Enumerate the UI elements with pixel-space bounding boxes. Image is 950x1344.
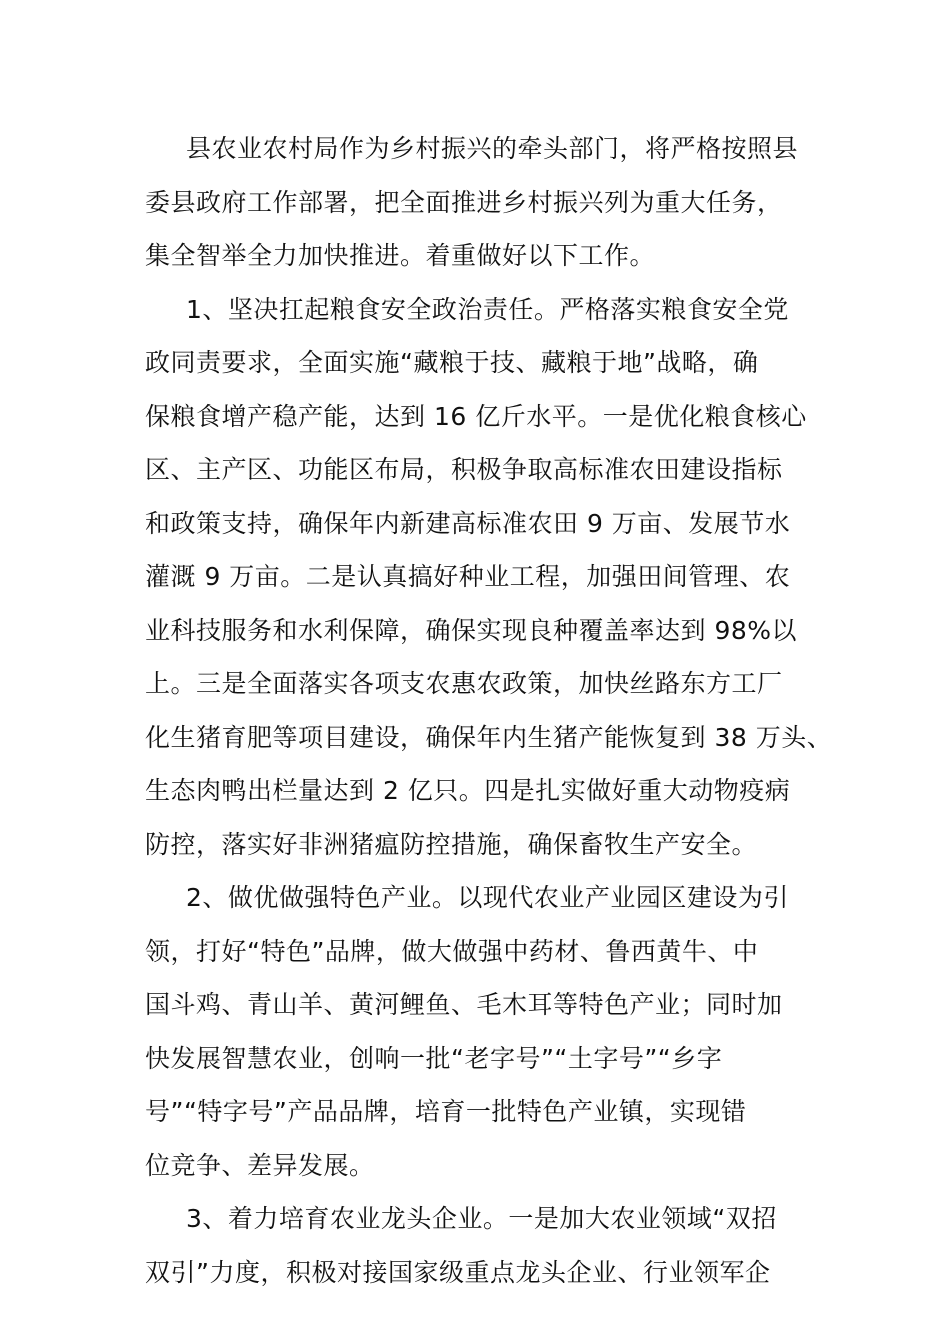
paragraph-line: 双引”力度，积极对接国家级重点龙头企业、行业领军企: [145, 1257, 771, 1287]
paragraph-item-2: [145, 871, 825, 1192]
paragraph-line: 快发展智慧农业，创响一批“老字号”“土字号”“乡字: [145, 1043, 723, 1073]
paragraph-intro: [145, 122, 825, 283]
paragraph-line: 县农业农村局作为乡村振兴的牵头部门，将严格按照县: [186, 134, 799, 163]
paragraph-line: 集全智举全力加快推进。着重做好以下工作。: [145, 241, 656, 270]
paragraph-line: 和政策支持，确保年内新建高标准农田 9 万亩、发展节水: [145, 508, 791, 538]
paragraph-line: 业科技服务和水利保障，确保实现良种覆盖率达到 98%以: [145, 615, 798, 645]
paragraph-line: 灌溉 9 万亩。二是认真搞好种业工程，加强田间管理、农: [145, 562, 791, 591]
paragraph-item-1: [145, 283, 833, 872]
document-body: [145, 122, 833, 1299]
paragraph-line: 防控，落实好非洲猪瘟防控措施，确保畜牧生产安全。: [145, 829, 758, 859]
paragraph-line: 位竞争、差异发展。: [145, 1150, 375, 1180]
paragraph-line: 号”“特字号”产品品牌，培育一批特色产业镇，实现错: [145, 1097, 747, 1126]
paragraph-line: 上。三是全面落实各项支农惠农政策，加快丝路东方工厂: [145, 669, 783, 698]
paragraph-line: 3、着力培育农业龙头企业。一是加大农业领域“双招: [186, 1204, 777, 1233]
paragraph-line: 政同责要求，全面实施“藏粮于技、藏粮于地”战略，确: [145, 348, 759, 377]
paragraph-line: 2、做优做强特色产业。以现代农业产业园区建设为引: [186, 883, 789, 912]
paragraph-line: 国斗鸡、青山羊、黄河鲤鱼、毛木耳等特色产业；同时加: [145, 990, 783, 1019]
paragraph-line: 领，打好“特色”品牌，做大做强中药材、鲁西黄牛、中: [145, 936, 759, 966]
paragraph-line: 化生猪育肥等项目建设，确保年内生猪产能恢复到 38 万头、: [145, 722, 833, 752]
paragraph-line: 委县政府工作部署，把全面推进乡村振兴列为重大任务，: [145, 187, 783, 217]
paragraph-line: 生态肉鸭出栏量达到 2 亿只。四是扎实做好重大动物疫病: [145, 776, 791, 805]
paragraph-line: 1、坚决扛起粮食安全政治责任。严格落实粮食安全党: [186, 294, 789, 324]
paragraph-line: 保粮食增产稳产能，达到 16 亿斤水平。一是优化粮食核心: [145, 401, 807, 431]
paragraph-item-3: [145, 1192, 825, 1299]
paragraph-line: 区、主产区、功能区布局，积极争取高标准农田建设指标: [145, 455, 783, 484]
